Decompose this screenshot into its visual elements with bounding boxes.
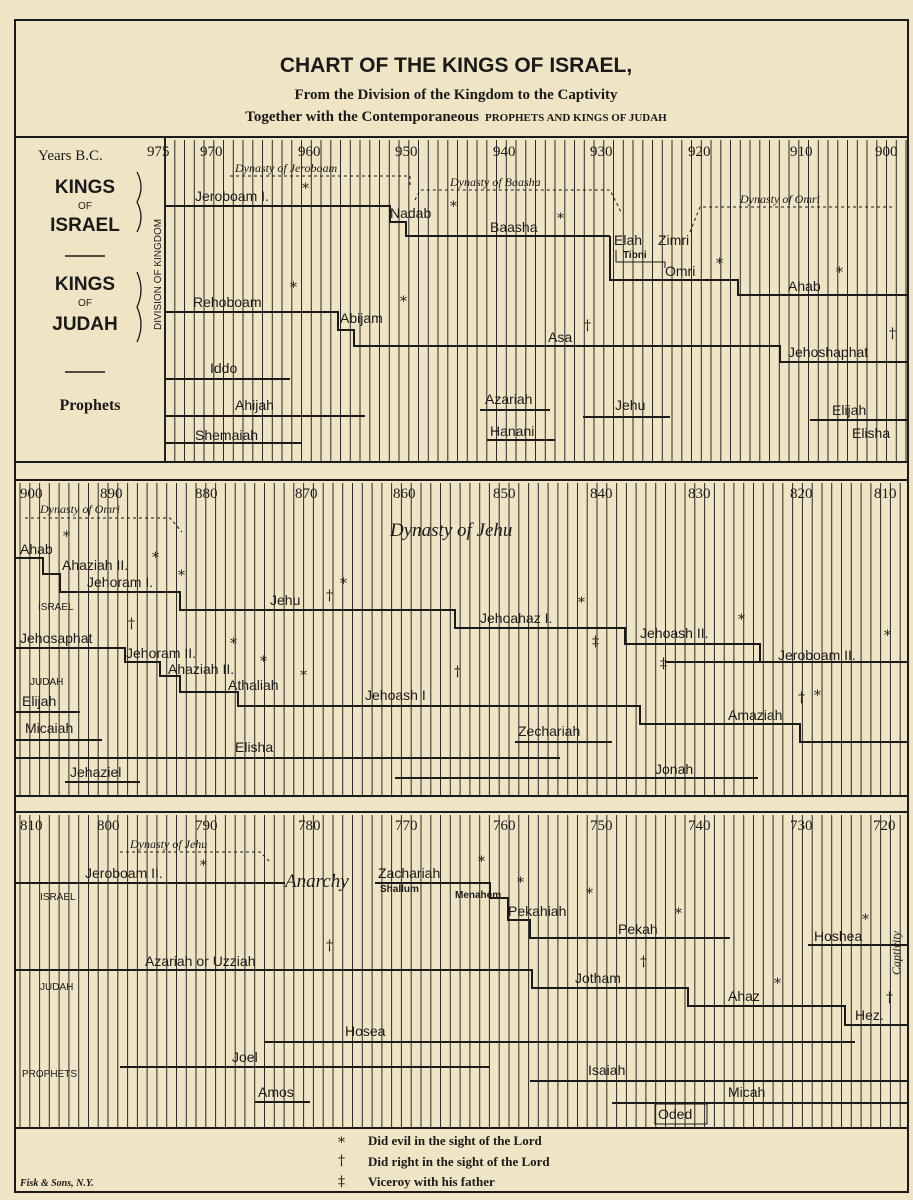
p2-mark-evil-jeroboam: * [884, 628, 891, 644]
legend-evil-text: Did evil in the sight of the Lord [368, 1133, 542, 1148]
p3-king-zachariah: Zachariah [378, 865, 441, 881]
p3-anarchy: Anarchy [285, 871, 349, 892]
p1-year-930: 930 [590, 144, 613, 160]
p2-king-jeroboam-ii: Jeroboam II. [778, 647, 856, 663]
p2-dynasty-omri-bracket [25, 518, 182, 532]
imprint: Fisk & Sons, N.Y. [20, 1178, 94, 1189]
p1-year-950: 950 [395, 144, 418, 160]
p3-mark-right-azariah: † [326, 938, 333, 954]
p3-judah-tag: JUDAH [40, 982, 74, 993]
p2-king-jehoash-i: Jehoash I [365, 687, 426, 703]
p1-year-940: 940 [493, 144, 516, 160]
p1-prophet-azariah: Azariah [485, 391, 533, 407]
legend-evil-mark: * [338, 1135, 345, 1151]
subtitle-2a: Together with the Contemporaneous [245, 109, 480, 125]
p2-year-840: 840 [590, 486, 613, 502]
p1-prophet-elisha: Elisha [852, 425, 891, 441]
p3-mark-evil-pekahiah: * [586, 886, 593, 902]
p1-mark-evil-baasha: * [557, 211, 564, 227]
division-of-kingdom-label: DIVISION OF KINGDOM [153, 218, 164, 330]
p3-mark-evil-hoshea: * [862, 912, 869, 928]
p1-mark-evil-nadab: * [450, 199, 457, 215]
p2-mark-evil-ahaziah: * [152, 550, 159, 566]
p1-dynasty-omri: Dynasty of Omri [740, 192, 820, 206]
p3-prophet-amos: Amos [258, 1084, 294, 1100]
p2-mark-evil-jehoash: * [738, 612, 745, 628]
p1-prophet-elijah: Elijah [832, 402, 867, 418]
p2-mark-right-jehoash-i: † [454, 664, 461, 680]
p1-king-jeroboam-i: Jeroboam I. [195, 188, 269, 204]
p1-king-jehoshaphat: Jehoshaphat [788, 344, 869, 360]
p3-israel-tag: ISRAEL [40, 892, 76, 903]
p2-prophet-jonah: Jonah [655, 761, 694, 777]
prophets-label: Prophets [59, 397, 121, 414]
p2-mark-right-jehu: † [326, 588, 333, 604]
p1-mark-evil-rehoboam: * [290, 280, 297, 296]
p3-king-jeroboam-ii: Jeroboam II. [85, 865, 163, 881]
p1-king-omri: Omri [665, 263, 696, 279]
p3-year-810: 810 [20, 818, 43, 834]
subtitle-2b: PROPHETS AND KINGS OF JUDAH [485, 112, 667, 124]
p1-israel-line [165, 206, 610, 236]
p2-king-ahab: Ahab [20, 541, 53, 557]
p3-prophet-hosea: Hosea [345, 1023, 386, 1039]
p1-prophet-ahijah: Ahijah [235, 397, 274, 413]
p3-captivity: Captivity [889, 931, 903, 975]
p2-king-athaliah: Athaliah [228, 677, 279, 693]
p1-prophet-shemaiah: Shemaiah [195, 427, 259, 443]
p2-israel-tag: ISRAEL [38, 602, 74, 613]
p2-mark-evil-ahaziah-ii: * [260, 654, 267, 670]
p1-dynasty-jeroboam-bracket [230, 176, 410, 188]
p1-mark-evil-jeroboam: * [302, 181, 309, 197]
legend [19, 1133, 550, 1190]
p1-king-zimri: Zimri [658, 232, 690, 248]
p3-year-750: 750 [590, 818, 613, 834]
legend-right-text: Did right in the sight of the Lord [368, 1154, 550, 1169]
legend-right-mark: † [338, 1153, 345, 1169]
p1-king-rehoboam: Rehoboam [193, 294, 262, 310]
p2-mark-evil-jehoahaz: * [578, 595, 585, 611]
p1-mark-evil-abijam: * [400, 294, 407, 310]
p3-king-pekah: Pekah [618, 921, 658, 937]
p1-year-900: 900 [875, 144, 898, 160]
p3-mark-evil-zachariah: * [478, 854, 485, 870]
p1-mark-evil-omri: * [716, 256, 723, 272]
years-bc-label: Years B.C. [38, 148, 103, 164]
p2-year-870: 870 [295, 486, 318, 502]
p3-king-jotham: Jotham [575, 970, 621, 986]
p1-prophet-iddo: Iddo [210, 360, 238, 376]
of-label-israel: OF [78, 201, 92, 212]
p3-year-770: 770 [395, 818, 418, 834]
p3-king-azariah-uzziah: Azariah or Uzziah [145, 953, 256, 969]
p3-mark-evil-pekah: * [675, 906, 682, 922]
p1-dynasty-baasha: Dynasty of Baasha [450, 175, 541, 189]
p2-prophet-micaiah: Micaiah [25, 720, 74, 736]
p1-omri-line [610, 236, 908, 295]
p3-dynasty-jehu: Dynasty of Jehu [130, 837, 208, 851]
p3-mark-right-jotham: † [640, 954, 647, 970]
p2-dynasty-jehu: Dynasty of Jehu [390, 520, 513, 541]
p2-mark-evil-ahab: * [63, 529, 70, 545]
p1-prophet-hanani: Hanani [490, 423, 535, 439]
p2-mark-viceroy-jehoash: ‡ [592, 634, 599, 650]
of-label-judah: OF [78, 298, 92, 309]
p2-king-jehoash-ii: Jehoash II. [640, 625, 709, 641]
legend-viceroy-text: Viceroy with his father [368, 1174, 495, 1189]
p2-year-820: 820 [790, 486, 813, 502]
p1-king-nadab: Nadab [390, 205, 432, 221]
p3-mark-evil-ahaz: * [774, 976, 781, 992]
p1-year-910: 910 [790, 144, 813, 160]
p2-mark-viceroy-amaziah: ‡ [660, 656, 667, 672]
p2-king-amaziah: Amaziah [728, 707, 783, 723]
p3-prophet-joel: Joel [232, 1049, 258, 1065]
p3-prophet-oded: Oded [658, 1106, 693, 1122]
p3-king-hez: Hez. [855, 1007, 884, 1023]
p2-mark-evil-athaliah: * [300, 668, 307, 684]
p2-mark-evil-jehoram-ii: * [230, 636, 237, 652]
israel-label: ISRAEL [50, 215, 120, 236]
p2-mark-right-jehosaphat: † [128, 616, 135, 632]
p3-year-720: 720 [873, 818, 896, 834]
p3-year-730: 730 [790, 818, 813, 834]
p2-prophet-elisha: Elisha [235, 739, 274, 755]
p1-year-920: 920 [688, 144, 711, 160]
kings-label-judah: KINGS [54, 274, 116, 295]
p1-dynasty-jeroboam: Dynasty of Jeroboam [235, 161, 338, 175]
p2-king-jehoahaz-i: Jehoahaz I. [480, 610, 553, 626]
p2-year-880: 880 [195, 486, 218, 502]
p1-year-975: 975 [147, 144, 170, 160]
p1-king-ahab: Ahab [788, 278, 821, 294]
p2-king-ahaziah-ii-judah: Ahaziah II. [168, 661, 235, 677]
p3-year-760: 760 [493, 818, 516, 834]
p3-king-ahaz: Ahaz [728, 988, 760, 1004]
p1-king-baasha: Baasha [490, 219, 538, 235]
p2-mark-evil-jehoram: * [178, 568, 185, 584]
p3-king-hoshea: Hoshea [814, 928, 863, 944]
p2-king-jehosaphat: Jehosaphat [20, 630, 93, 646]
p3-prophets-tag: PROPHETS [22, 1069, 78, 1080]
p3-year-740: 740 [688, 818, 711, 834]
p2-king-jehu: Jehu [270, 592, 301, 608]
p2-prophet-elijah: Elijah [22, 693, 57, 709]
judah-label: JUDAH [52, 314, 118, 335]
p3-year-800: 800 [97, 818, 120, 834]
p1-mark-evil-ahab: * [836, 265, 843, 281]
p3-mark-evil-menahem: * [517, 875, 524, 891]
p2-judah-tag: JUDAH [30, 677, 64, 688]
p1-mark-right-asa: † [584, 318, 591, 334]
israel-brace [137, 172, 141, 232]
legend-viceroy-mark: ‡ [338, 1174, 345, 1190]
p3-prophet-isaiah: Isaiah [588, 1062, 626, 1078]
p2-king-ahaziah-ii: Ahaziah II. [62, 557, 129, 573]
p2-year-850: 850 [493, 486, 516, 502]
chart-subtitle-2 [245, 109, 667, 125]
p2-king-jehoram-ii: Jehoram II. [126, 645, 197, 661]
judah-brace [137, 272, 141, 342]
p2-year-860: 860 [393, 486, 416, 502]
panel-2 [15, 480, 908, 796]
p2-prophet-jehaziel: Jehaziel [70, 764, 122, 780]
panel-3 [15, 812, 908, 1128]
p2-year-900: 900 [20, 486, 43, 502]
chart-title: CHART OF THE KINGS OF ISRAEL, [279, 54, 633, 77]
p2-mark-right-amaziah: † [798, 690, 805, 706]
p1-year-960: 960 [298, 144, 321, 160]
p1-king-elah: Elah [614, 232, 643, 248]
p3-king-menahem: Menahem [455, 890, 502, 901]
p3-year-790: 790 [195, 818, 218, 834]
p3-dynasty-jehu-bracket [120, 852, 270, 862]
p3-prophet-micah: Micah [728, 1084, 766, 1100]
p2-prophet-zechariah: Zechariah [518, 723, 581, 739]
p1-year-970: 970 [200, 144, 223, 160]
p1-king-abijam: Abijam [340, 310, 383, 326]
p2-year-890: 890 [100, 486, 123, 502]
p1-mark-right-jehoshaphat: † [889, 326, 896, 342]
p3-year-780: 780 [298, 818, 321, 834]
p3-mark-right-hez: † [886, 990, 893, 1006]
p3-king-shallum: Shallum [380, 884, 419, 895]
p1-dynasty-baasha-bracket [415, 190, 622, 214]
p2-mark-evil-amaziah: * [814, 688, 821, 704]
p2-year-830: 830 [688, 486, 711, 502]
p3-king-pekahiah: Pekahiah [508, 903, 567, 919]
p1-king-asa: Asa [548, 329, 573, 345]
p3-mark-evil-jeroboam: * [200, 858, 207, 874]
p2-king-jehoram-i: Jehoram I. [87, 574, 154, 590]
p2-year-810: 810 [874, 486, 897, 502]
kings-label-israel: KINGS [54, 177, 116, 198]
p2-dynasty-omri: Dynasty of Omri [40, 502, 120, 516]
p1-prophet-jehu: Jehu [615, 397, 646, 413]
p1-king-tibni: Tibni [623, 250, 647, 261]
panel-1 [15, 137, 908, 462]
chart-subtitle-1: From the Division of the Kingdom to the Captivity [294, 87, 618, 103]
p2-mark-evil-jehu: * [340, 576, 347, 592]
